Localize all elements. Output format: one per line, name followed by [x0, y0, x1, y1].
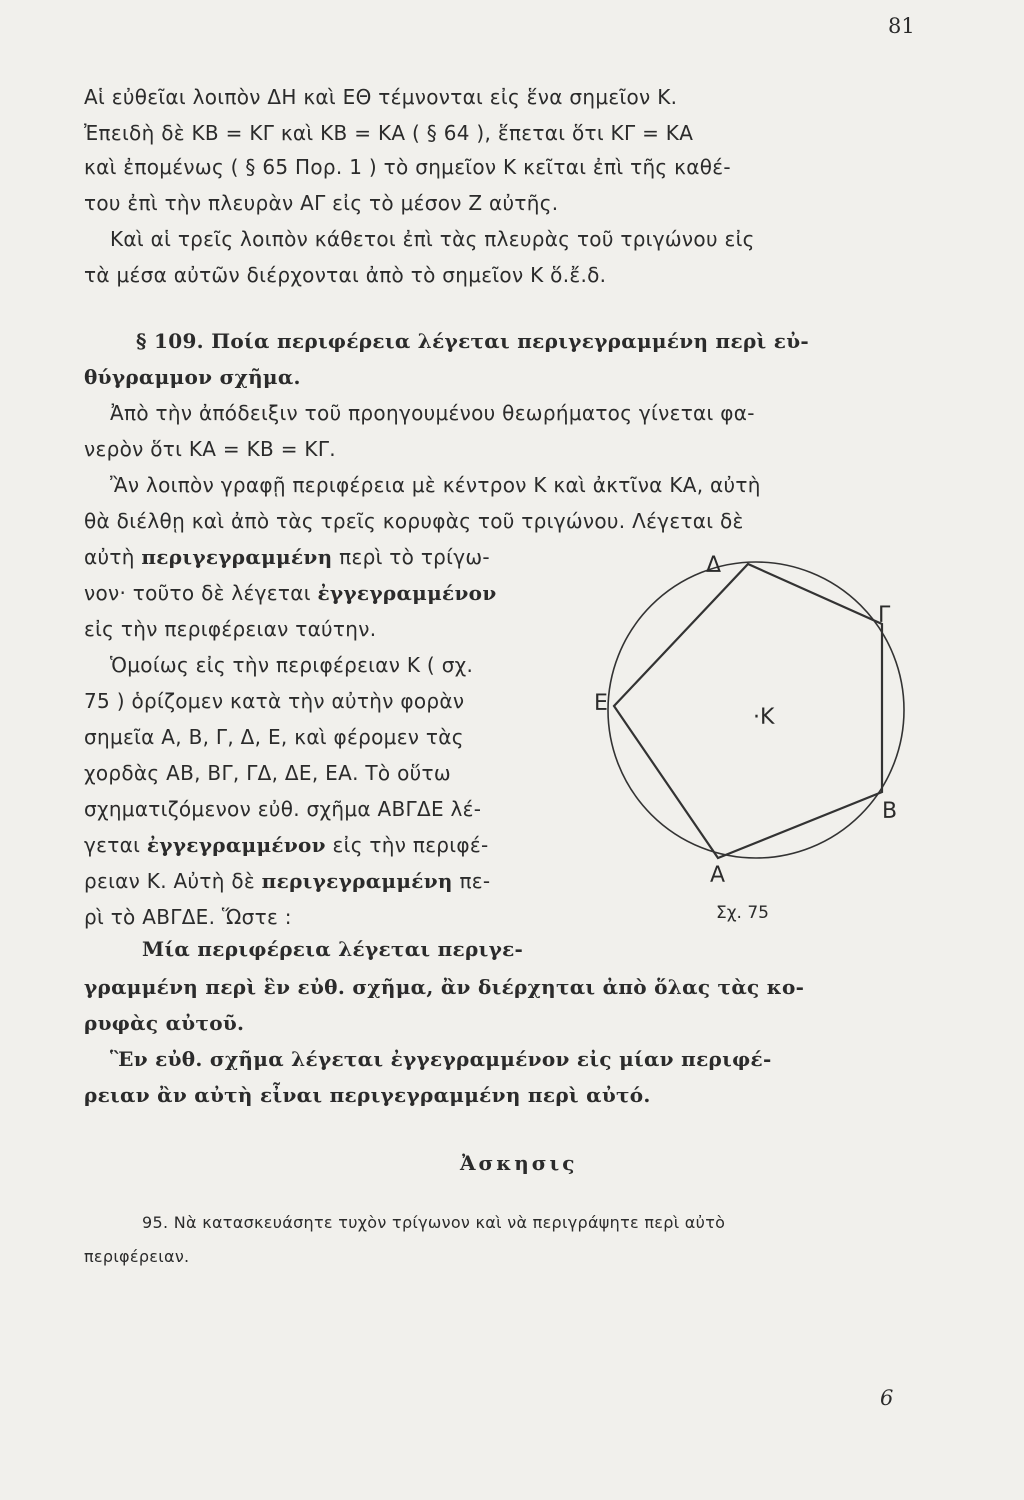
para4-line-5: σχηματιζόμενον εὐθ. σχῆμα ΑΒΓΔΕ λέ- — [84, 797, 482, 821]
para3-line-3 — [84, 544, 490, 570]
label-gamma: Γ — [878, 603, 891, 628]
definition-1-line-2: γραμμένη περὶ ἓν εὐθ. σχῆμα, ἂν διέρχηται ἀπὸ ὅλας τὰς κο- — [84, 975, 805, 999]
bold-term: περιγεγραμμένη — [141, 545, 333, 569]
text: ρειαν Κ. Αὐτὴ δὲ — [84, 869, 255, 893]
section-number: § 109. — [136, 329, 204, 353]
bold-term: ἐγγεγραμμένον — [146, 833, 326, 857]
text: εἰς τὴν περιφέ- — [332, 833, 489, 857]
text-line-2: Ἐπειδὴ δὲ ΚΒ = ΚΓ καὶ ΚΒ = ΚΑ ( § 64 ), ἕπεται ὅτι ΚΓ = ΚΑ — [84, 121, 694, 145]
para4-line-8: ρὶ τὸ ΑΒΓΔΕ. Ὥστε : — [84, 905, 292, 929]
para4-line-1: Ὁμοίως εἰς τὴν περιφέρειαν Κ ( σχ. — [110, 653, 474, 677]
signature-number: 6 — [880, 1386, 894, 1410]
label-delta: Δ — [706, 553, 722, 578]
figure-caption: Σχ. 75 — [716, 903, 770, 923]
para4-line-2: 75 ) ὁρίζομεν κατὰ τὴν αὐτὴν φορὰν — [84, 689, 465, 713]
text-line-1: Αἱ εὐθεῖαι λοιπὸν ΔΗ καὶ ΕΘ τέμνονται εἰς ἕνα σημεῖον Κ. — [84, 85, 678, 109]
definition-1-line-3: ρυφὰς αὐτοῦ. — [84, 1011, 245, 1035]
para4-line-4: χορδὰς ΑΒ, ΒΓ, ΓΔ, ΔΕ, ΕΑ. Τὸ οὕτω — [84, 761, 451, 785]
figure-75 — [590, 538, 930, 938]
text: περὶ τὸ τρίγω- — [339, 545, 490, 569]
text-line-4: του ἐπὶ τὴν πλευρὰν ΑΓ εἰς τὸ μέσον Ζ αὐτῆς. — [84, 191, 559, 215]
definition-1-line-1: Μία περιφέρεια λέγεται περιγε- — [142, 937, 524, 961]
text: πε- — [459, 869, 491, 893]
text: γεται — [84, 833, 141, 857]
para3-line-2: θὰ διέλθῃ καὶ ἀπὸ τὰς τρεῖς κορυφὰς τοῦ τριγώνου. Λέγεται δὲ — [84, 509, 744, 533]
para2-line-2: νερὸν ὅτι ΚΑ = ΚΒ = ΚΓ. — [84, 437, 336, 461]
section-heading-line-2: θύγραμμον σχῆμα. — [84, 365, 301, 389]
para4-line-6 — [84, 832, 489, 858]
bold-term: περιγεγραμμένη — [261, 869, 453, 893]
text: αὐτὴ — [84, 545, 135, 569]
exercises-heading: Ἀσκησις — [460, 1151, 578, 1175]
label-center-k: ·Κ — [753, 705, 775, 730]
para4-line-7 — [84, 868, 490, 894]
section-heading-line-1 — [136, 328, 809, 354]
text: νον· τοῦτο δὲ λέγεται — [84, 581, 311, 605]
bold-term: ἐγγεγραμμένον — [317, 581, 497, 605]
text-line-6: τὰ μέσα αὐτῶν διέρχονται ἀπὸ τὸ σημεῖον Κ ὅ.ἔ.δ. — [84, 263, 607, 287]
label-alpha: Α — [710, 863, 726, 888]
label-beta: Β — [882, 799, 898, 824]
para3-line-5: εἰς τὴν περιφέρειαν ταύτην. — [84, 617, 377, 641]
text-line-5: Καὶ αἱ τρεῖς λοιπὸν κάθετοι ἐπὶ τὰς πλευρὰς τοῦ τριγώνου εἰς — [110, 227, 755, 251]
para2-line-1: Ἀπὸ τὴν ἀπόδειξιν τοῦ προηγουμένου θεωρήματος γίνεται φα- — [110, 401, 755, 425]
para3-line-4 — [84, 580, 497, 606]
page-number: 81 — [888, 14, 915, 38]
exercise-95-line-2: περιφέρειαν. — [84, 1247, 190, 1266]
label-epsilon: Ε — [594, 691, 608, 716]
text-line-3: καὶ ἐπομένως ( § 65 Πορ. 1 ) τὸ σημεῖον Κ κεῖται ἐπὶ τῆς καθέ- — [84, 155, 731, 179]
para4-line-3: σημεῖα Α, Β, Γ, Δ, Ε, καὶ φέρομεν τὰς — [84, 725, 464, 749]
exercise-95-line-1: 95. Νὰ κατασκευάσητε τυχὸν τρίγωνον καὶ νὰ περιγράψητε περὶ αὐτὸ — [142, 1213, 726, 1232]
para3-line-1: Ἂν λοιπὸν γραφῇ περιφέρεια μὲ κέντρον Κ καὶ ἀκτῖνα ΚΑ, αὐτὴ — [110, 473, 761, 497]
definition-2-line-2: ρειαν ἂν αὐτὴ εἶναι περιγεγραμμένη περὶ αὐτό. — [84, 1083, 651, 1107]
inscribed-pentagon — [614, 564, 882, 858]
section-title: Ποία περιφέρεια λέγεται περιγεγραμμένη περὶ εὐ- — [211, 329, 810, 353]
definition-2-line-1: Ἓν εὐθ. σχῆμα λέγεται ἐγγεγραμμένον εἰς μίαν περιφέ- — [110, 1047, 772, 1071]
